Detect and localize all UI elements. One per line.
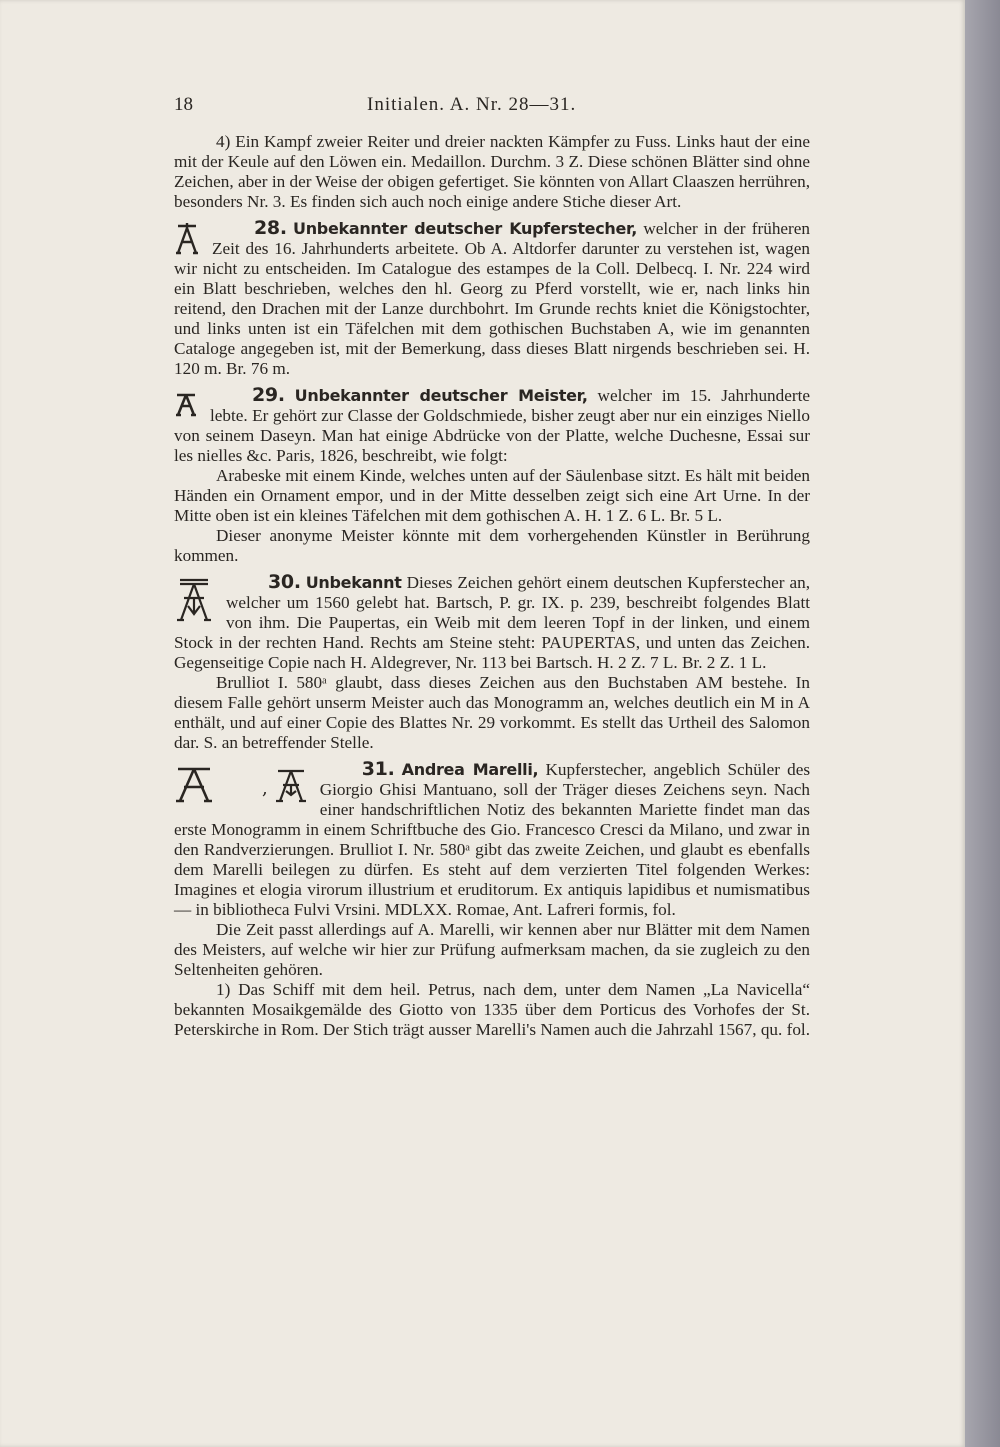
entry-paragraph: 1) Das Schiff mit dem heil. Petrus, nach dem, unter dem Namen „La Navicella“ bekannten Mosaikgemälde des Giotto von 1335 über dem Porticus des Vorhofes der St. Peterskirche in Rom. Der Stich trägt ausser Marelli's Namen auch die Jahrzahl 1567, qu. fol. xyxy=(174,980,810,1039)
entry-paragraph: Dieser anonyme Meister könnte mit dem vorhergehenden Künstler in Berührung kommen. xyxy=(174,526,810,565)
body-text xyxy=(174,132,810,1040)
artist-name: Andrea Marelli, xyxy=(401,760,539,779)
monogram-am-icon xyxy=(174,574,214,626)
entry-paragraph xyxy=(174,572,810,673)
entry-paragraph: Die Zeit passt allerdings auf A. Marelli, wir kennen aber nur Blätter mit dem Namen des Meisters, auf welche wir hier zur Prüfung aufmerksam machen, da sie zugleich zu den Seltenheiten gehören. xyxy=(174,920,810,979)
artist-name: Unbekannter deutscher Kupferstecher, xyxy=(293,219,638,238)
entry-31 xyxy=(174,759,810,1040)
entry-paragraph xyxy=(174,218,810,379)
entry-29 xyxy=(174,385,810,566)
artist-name: Unbekannter deutscher Meister, xyxy=(294,386,588,405)
entry-text: Kupferstecher, angeblich Schüler des Giorgio Ghisi Mantuano, soll der Träger dieses Zeichens seyn. Nach einer handschriftlichen Notiz des bekannten Mariette findet man das erste Monogramm in einem Schriftbuche des Gio. Francesco Cresci da Milano, und zwar in den Randverzierungen. Brulliot I. Nr. 580ᵃ gibt das zweite Zeichen, und glaubt es ebenfalls dem Marelli beilegen zu dürfen. Es steht auf dem verzierten Titel folgenden Werkes: Imagines et elogia virorum illustrium et eruditorum. Ex antiquis lapidibus et numismatibus — in bibliotheca Fulvi Vrsini. MDLXX. Romae, Ant. Lafreri formis, fol. xyxy=(174,760,811,919)
entry-30 xyxy=(174,572,810,753)
entry-text: Dieses Zeichen gehört einem deutschen Kupferstecher an, welcher um 1560 gelebt hat. Bartsch, P. gr. IX. p. 239, beschreibt folgendes Blatt von ihm. Die Paupertas, ein Weib mit dem leeren Topf in der linken, und einem Stock in der rechten Hand. Rechts am Steine steht: PAUPERTAS, und unten das Zeichen. Gegenseitige Copie nach H. Aldegrever, Nr. 113 bei Bartsch. H. 2 Z. 7 L. Br. 2 Z. 1 L. xyxy=(174,573,811,672)
entry-28 xyxy=(174,218,810,379)
page-number: 18 xyxy=(174,94,193,115)
intro-paragraph: 4) Ein Kampf zweier Reiter und dreier nackten Kämpfer zu Fuss. Links haut der eine mit der Keule auf den Löwen ein. Medaillon. Durchm. 3 Z. Diese schönen Blätter sind ohne Zeichen, aber in der Weise der obigen gefertiget. Sie könnten von Allart Claaszen herrühren, besonders Nr. 3. Es finden sich auch noch einige andere Stiche dieser Art. xyxy=(174,132,810,211)
entry-paragraph xyxy=(174,759,810,920)
running-header xyxy=(174,94,810,124)
entry-number: 30. xyxy=(268,571,301,593)
entry-text: welcher in der früheren Zeit des 16. Jahrhunderts arbeitete. Ob A. Altdorfer darunter zu verstehen ist, wagen wir nicht zu entscheiden. Im Catalogue des estampes de la Coll. Delbecq. I. Nr. 224 wird ein Blatt beschrieben, welches den hl. Georg zu Pferd vorstellt, wie er, nach links hin reitend, den Drachen mit der Lanze durchbohrt. Im Grunde rechts kniet die Königstochter, und links unten ist ein Täfelchen mit dem gothischen Buchstaben A, wie im genannten Cataloge angegeben ist, mit der Bemerkung, dass dieses Blatt nirgends beschrieben sei. H. 120 m. Br. 76 m. xyxy=(174,219,810,378)
monogram-a-icon xyxy=(174,220,200,258)
monogram-separator: , xyxy=(262,778,268,799)
monogram-a-pair-icon xyxy=(174,761,308,805)
entry-number: 28. xyxy=(254,217,287,239)
entry-number: 29. xyxy=(252,384,285,406)
monogram-a-icon xyxy=(174,387,198,419)
page-edge xyxy=(965,0,1000,1447)
entry-text: welcher im 15. Jahrhunderte lebte. Er gehört zur Classe der Goldschmiede, bisher zeugt aber nur ein einziges Niello von seinem Daseyn. Man hat einige Abdrücke von der Platte, welche Duchesne, Essai sur les nielles &c. Paris, 1826, beschreibt, wie folgt: xyxy=(174,386,810,465)
entry-number: 31. xyxy=(361,758,395,780)
running-title: Initialen. A. Nr. 28—31. xyxy=(367,94,577,115)
artist-name: Unbekannt xyxy=(305,573,402,592)
entry-paragraph: Arabeske mit einem Kinde, welches unten auf der Säulenbase sitzt. Es hält mit beiden Händen ein Ornament empor, und in der Mitte desselben zeigt sich eine Art Urne. In der Mitte oben ist ein kleines Täfelchen mit dem gothischen A. H. 1 Z. 6 L. Br. 5 L. xyxy=(174,466,810,525)
entry-paragraph xyxy=(174,385,810,466)
entry-paragraph: Brulliot I. 580ᵃ glaubt, dass dieses Zeichen aus den Buchstaben AM bestehe. In diesem Falle gehört unserm Meister auch das Monogramm an, welches deutlich ein M in A enthält, und auf einer Copie des Blattes Nr. 29 vorkommt. Es stellt das Urtheil des Salomon dar. S. an betreffender Stelle. xyxy=(174,673,810,752)
